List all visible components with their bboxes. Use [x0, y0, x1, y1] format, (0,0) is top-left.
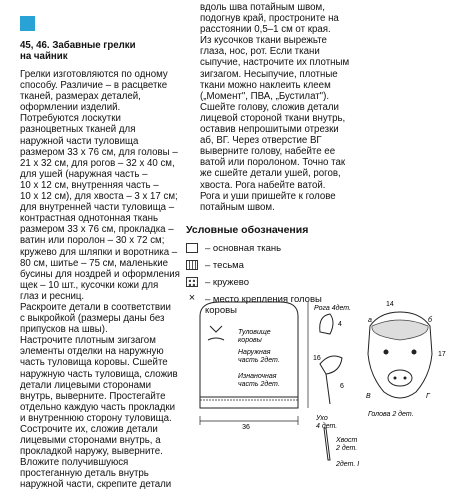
outer-label: Наружная часть 2дет.: [238, 349, 280, 364]
cross-mark-icon: ×: [188, 292, 196, 304]
section-marker: [20, 16, 35, 31]
letter-g: Г: [426, 393, 430, 400]
dim-4: 4: [338, 321, 342, 328]
dim-17: 17: [438, 351, 446, 358]
legend-item-attach: × – место крепления головы коровы: [186, 294, 386, 320]
article-heading: 45, 46. Забавные грелки на чайник: [20, 40, 136, 63]
braid-swatch-icon: [186, 260, 198, 270]
legend-item-fabric: – основная ткань: [186, 243, 386, 260]
horn-pattern: [314, 304, 351, 334]
legend-item-braid: – тесьма: [186, 260, 386, 277]
left-column-text: Грелки изготовляются по одному способу. Различие – в расцветке тканей, размерах деталей, оформлении изделий. Потребуются лоскутки разноцветных тканей для наружной части туловища размером 33 х 76 см, для головы – 21 х 32 см, для рогов – 32 х 40 см, для ушей (наружная часть – 10 х 12 см, внутренняя часть – 10 х 12 см), для хвоста – 3 х 17 см; для внутренней части туловища – контрастная однотонная ткань размером 33 х 76 см, прокладка – ватин или поролон – 30 х 72 см; кружево для шляпки и воротника – 80 см, шитье – 75 см, маленькие бусины для ноздрей и оформления щек – 10 шт., кусочки кожи для глаз и ресниц. Раскроите детали в соответствии с выкройкой (размеры даны без припусков на швы). Настрочите плотным зигзагом элементы отделки на наружную часть туловища коровы. Сшейте наружную часть туловища, сложив детали лицевыми сторонами внутрь, выверните. Простегайте отдельно каждую часть прокладки и внутреннюю сторону туловища. Сострочите их, сложив детали лицевыми сторонами внутрь, а прокладкой наружу, выверните. Вложите получившуюся простеганную деталь внутрь наружной части, скрепите детали: [20, 69, 180, 491]
ear-pattern: [315, 356, 344, 430]
inner-label: Изнаночная часть 2дет.: [238, 373, 280, 388]
tail-pattern: [324, 428, 359, 468]
tail-sub-label: 2дет. I: [336, 461, 360, 468]
legend-title: Условные обозначения: [186, 224, 309, 236]
ear-label: Ухо 4 дет.: [316, 415, 338, 430]
lace-swatch-icon: [186, 277, 198, 287]
horn-label: Рога 4дет.: [314, 305, 351, 312]
fabric-swatch-icon: [186, 243, 198, 253]
pattern-drawing: [180, 292, 460, 472]
tail-label: Хвост 2 дет.: [336, 437, 358, 452]
eye-left-icon: [384, 350, 389, 355]
body-label: Туловище коровы: [238, 329, 271, 344]
dim-16: 16: [313, 355, 321, 362]
head-lace-band: [372, 320, 428, 340]
body-pattern: [200, 302, 321, 431]
dim-6: 6: [340, 383, 344, 390]
right-column-text: вдоль шва потайным швом, подогнув край, простроните на расстоянии 0,5–1 см от края. Из кусочков ткани вырежьте глаза, нос, рот. Если ткани сыпучие, настрочите их плотным зигзагом. Несыпучие, плотные ткани можно наклеить клеем („Момент", ПВА, „Бустилат"). Сшейте голову, сложив детали лицевой стороной ткани внутрь, оставив непрошитыми отрезки аб, ВГ. Через отверстие ВГ выверните голову, набейте ее ватой или поролоном. Точно так же сшейте детали ушей, рогов, хвоста. Рога набейте ватой. Рога и уши пришейте к голове потайным швом.: [200, 2, 350, 213]
head-label: Голова 2 дет.: [368, 411, 414, 418]
legend-item-lace: – кружево: [186, 277, 386, 294]
letter-b: б: [428, 317, 432, 324]
nose-icon: [388, 370, 412, 386]
dim-14: 14: [386, 301, 394, 308]
head-pattern: [366, 301, 446, 418]
dim-36: 36: [242, 424, 250, 431]
letter-v: В: [366, 393, 371, 400]
letter-a: а: [368, 317, 372, 324]
eye-right-icon: [412, 350, 417, 355]
